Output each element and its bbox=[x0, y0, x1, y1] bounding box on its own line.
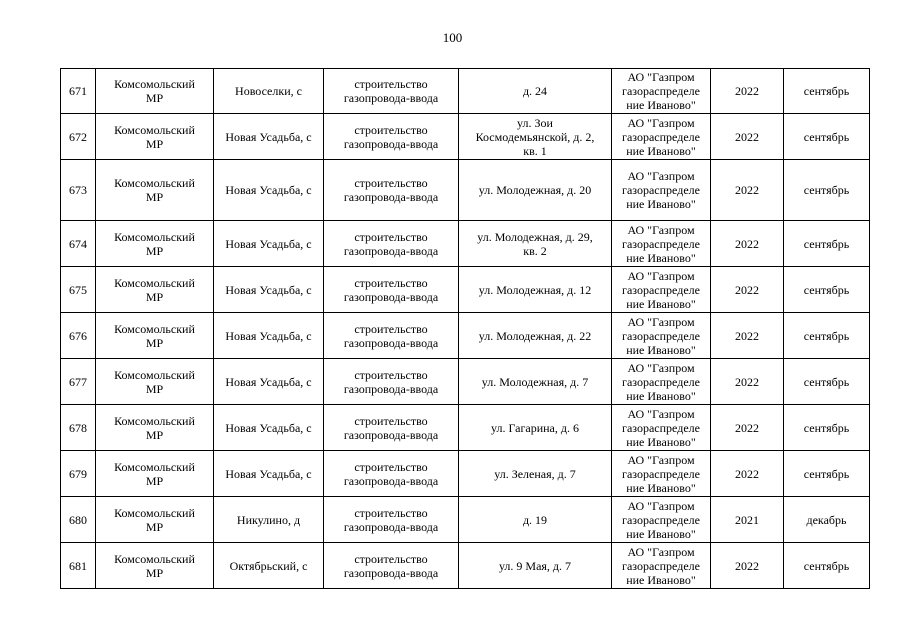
district-cell bbox=[96, 451, 214, 497]
work-type-cell bbox=[324, 221, 459, 267]
district-cell-text: Комсомольский МР bbox=[114, 505, 195, 534]
row-number bbox=[61, 221, 96, 267]
year-cell-text: 2022 bbox=[735, 129, 759, 144]
locality-cell bbox=[214, 497, 324, 543]
address-cell bbox=[459, 359, 612, 405]
row-number-text: 677 bbox=[69, 374, 87, 389]
work-type-cell-text: строительство газопровода-ввода bbox=[343, 275, 439, 304]
work-type-cell-text: строительство газопровода-ввода bbox=[343, 551, 439, 580]
row-number bbox=[61, 451, 96, 497]
work-type-cell-text: строительство газопровода-ввода bbox=[343, 459, 439, 488]
table-row bbox=[61, 497, 870, 543]
organization-cell-text: АО "Газпром газораспределе ние Иваново" bbox=[622, 115, 700, 158]
month-cell-text: сентябрь bbox=[803, 282, 850, 297]
row-number bbox=[61, 313, 96, 359]
address-cell-text: ул. Гагарина, д. 6 bbox=[491, 420, 579, 435]
row-number bbox=[61, 69, 96, 114]
row-number-text: 679 bbox=[69, 466, 87, 481]
organization-cell bbox=[612, 114, 711, 160]
district-cell bbox=[96, 160, 214, 221]
work-type-cell-text: строительство газопровода-ввода bbox=[343, 77, 439, 105]
district-cell bbox=[96, 497, 214, 543]
work-type-cell bbox=[324, 405, 459, 451]
locality-cell-text: Новая Усадьба, с bbox=[225, 328, 312, 343]
locality-cell bbox=[214, 267, 324, 313]
row-number-text: 680 bbox=[69, 512, 87, 527]
year-cell bbox=[711, 543, 784, 589]
address-cell-text: д. 24 bbox=[522, 84, 548, 98]
work-type-cell bbox=[324, 543, 459, 589]
year-cell-text: 2022 bbox=[735, 84, 759, 98]
row-number bbox=[61, 114, 96, 160]
year-cell-text: 2022 bbox=[735, 183, 759, 197]
row-number-text: 681 bbox=[69, 558, 87, 573]
address-cell bbox=[459, 221, 612, 267]
row-number-text: 674 bbox=[69, 236, 87, 251]
organization-cell bbox=[612, 497, 711, 543]
work-type-cell-text: строительство газопровода-ввода bbox=[343, 122, 439, 151]
organization-cell bbox=[612, 160, 711, 221]
table-row bbox=[61, 221, 870, 267]
organization-cell bbox=[612, 267, 711, 313]
organization-cell-text: АО "Газпром газораспределе ние Иваново" bbox=[622, 70, 700, 112]
work-type-cell-text: строительство газопровода-ввода bbox=[343, 413, 439, 442]
row-number bbox=[61, 405, 96, 451]
year-cell-text: 2022 bbox=[735, 374, 759, 389]
row-number-text: 675 bbox=[69, 282, 87, 297]
district-cell bbox=[96, 405, 214, 451]
district-cell-text: Комсомольский МР bbox=[114, 459, 195, 488]
work-type-cell bbox=[324, 359, 459, 405]
locality-cell bbox=[214, 160, 324, 221]
month-cell bbox=[784, 497, 870, 543]
month-cell bbox=[784, 114, 870, 160]
address-cell bbox=[459, 497, 612, 543]
year-cell bbox=[711, 160, 784, 221]
district-cell-text: Комсомольский МР bbox=[114, 122, 195, 151]
year-cell bbox=[711, 114, 784, 160]
month-cell bbox=[784, 160, 870, 221]
locality-cell bbox=[214, 313, 324, 359]
row-number-text: 673 bbox=[69, 183, 87, 197]
row-number bbox=[61, 497, 96, 543]
work-type-cell bbox=[324, 497, 459, 543]
year-cell-text: 2022 bbox=[735, 236, 759, 251]
organization-cell-text: АО "Газпром газораспределе ние Иваново" bbox=[622, 452, 700, 495]
table-row bbox=[61, 313, 870, 359]
work-type-cell bbox=[324, 451, 459, 497]
work-type-cell bbox=[324, 69, 459, 114]
table-row bbox=[61, 160, 870, 221]
locality-cell-text: Новая Усадьба, с bbox=[225, 282, 312, 297]
locality-cell bbox=[214, 69, 324, 114]
organization-cell bbox=[612, 69, 711, 114]
locality-cell bbox=[214, 359, 324, 405]
year-cell bbox=[711, 359, 784, 405]
organization-cell bbox=[612, 543, 711, 589]
month-cell-text: сентябрь bbox=[803, 420, 850, 435]
work-type-cell-text: строительство газопровода-ввода bbox=[343, 367, 439, 396]
table-row bbox=[61, 543, 870, 589]
locality-cell-text: Никулино, д bbox=[236, 512, 301, 527]
row-number-text: 678 bbox=[69, 420, 87, 435]
work-type-cell-text: строительство газопровода-ввода bbox=[343, 505, 439, 534]
locality-cell bbox=[214, 221, 324, 267]
row-number bbox=[61, 543, 96, 589]
table-row bbox=[61, 114, 870, 160]
work-type-cell-text: строительство газопровода-ввода bbox=[343, 321, 439, 350]
address-cell bbox=[459, 267, 612, 313]
year-cell bbox=[711, 497, 784, 543]
work-type-cell-text: строительство газопровода-ввода bbox=[343, 176, 439, 204]
work-type-cell bbox=[324, 114, 459, 160]
year-cell-text: 2022 bbox=[735, 558, 759, 573]
work-type-cell bbox=[324, 267, 459, 313]
row-number bbox=[61, 267, 96, 313]
address-cell-text: д. 19 bbox=[522, 512, 548, 527]
organization-cell bbox=[612, 313, 711, 359]
month-cell bbox=[784, 543, 870, 589]
organization-cell-text: АО "Газпром газораспределе ние Иваново" bbox=[622, 544, 700, 587]
year-cell-text: 2022 bbox=[735, 328, 759, 343]
month-cell-text: сентябрь bbox=[803, 466, 850, 481]
district-cell bbox=[96, 69, 214, 114]
address-cell bbox=[459, 313, 612, 359]
address-cell-text: ул. Зеленая, д. 7 bbox=[494, 466, 576, 481]
address-cell bbox=[459, 451, 612, 497]
organization-cell-text: АО "Газпром газораспределе ние Иваново" bbox=[622, 498, 700, 541]
month-cell-text: сентябрь bbox=[803, 328, 850, 343]
year-cell bbox=[711, 405, 784, 451]
address-cell-text: ул. Молодежная, д. 7 bbox=[481, 374, 589, 389]
row-number-text: 672 bbox=[69, 129, 87, 144]
address-cell-text: ул. Молодежная, д. 22 bbox=[478, 328, 592, 343]
address-cell-text: ул. Молодежная, д. 20 bbox=[478, 183, 592, 197]
row-number-text: 671 bbox=[69, 84, 87, 98]
locality-cell-text: Новоселки, с bbox=[235, 84, 302, 98]
locality-cell bbox=[214, 543, 324, 589]
month-cell-text: сентябрь bbox=[803, 558, 850, 573]
year-cell bbox=[711, 69, 784, 114]
locality-cell-text: Новая Усадьба, с bbox=[225, 129, 312, 144]
row-number-text: 676 bbox=[69, 328, 87, 343]
month-cell bbox=[784, 69, 870, 114]
year-cell-text: 2021 bbox=[735, 512, 759, 527]
work-type-cell-text: строительство газопровода-ввода bbox=[343, 229, 439, 258]
organization-cell-text: АО "Газпром газораспределе ние Иваново" bbox=[622, 360, 700, 403]
locality-cell-text: Октябрьский, с bbox=[229, 558, 308, 573]
year-cell bbox=[711, 451, 784, 497]
locality-cell-text: Новая Усадьба, с bbox=[225, 183, 312, 197]
organization-cell-text: АО "Газпром газораспределе ние Иваново" bbox=[622, 222, 700, 265]
month-cell bbox=[784, 313, 870, 359]
year-cell bbox=[711, 221, 784, 267]
organization-cell-text: АО "Газпром газораспределе ние Иваново" bbox=[622, 314, 700, 357]
address-cell-text: ул. Молодежная, д. 12 bbox=[478, 282, 592, 297]
row-number bbox=[61, 160, 96, 221]
district-cell-text: Комсомольский МР bbox=[114, 275, 195, 304]
table-row bbox=[61, 359, 870, 405]
district-cell bbox=[96, 359, 214, 405]
address-cell bbox=[459, 405, 612, 451]
address-cell bbox=[459, 543, 612, 589]
work-type-cell bbox=[324, 160, 459, 221]
month-cell bbox=[784, 405, 870, 451]
district-cell bbox=[96, 221, 214, 267]
address-cell bbox=[459, 114, 612, 160]
month-cell-text: сентябрь bbox=[803, 236, 850, 251]
month-cell bbox=[784, 267, 870, 313]
locality-cell-text: Новая Усадьба, с bbox=[225, 236, 312, 251]
month-cell bbox=[784, 359, 870, 405]
work-type-cell bbox=[324, 313, 459, 359]
month-cell-text: сентябрь bbox=[803, 129, 850, 144]
address-cell bbox=[459, 69, 612, 114]
address-cell-text: ул. 9 Мая, д. 7 bbox=[498, 558, 572, 573]
district-cell-text: Комсомольский МР bbox=[114, 229, 195, 258]
locality-cell-text: Новая Усадьба, с bbox=[225, 374, 312, 389]
year-cell bbox=[711, 313, 784, 359]
month-cell bbox=[784, 221, 870, 267]
table-row bbox=[61, 267, 870, 313]
district-cell-text: Комсомольский МР bbox=[114, 176, 195, 204]
locality-cell-text: Новая Усадьба, с bbox=[225, 466, 312, 481]
address-cell-text: ул. Зои Космодемьянской, д. 2, кв. 1 bbox=[475, 115, 595, 158]
locality-cell bbox=[214, 405, 324, 451]
year-cell bbox=[711, 267, 784, 313]
district-cell bbox=[96, 313, 214, 359]
year-cell-text: 2022 bbox=[735, 282, 759, 297]
organization-cell bbox=[612, 359, 711, 405]
district-cell bbox=[96, 114, 214, 160]
table-row bbox=[61, 451, 870, 497]
district-cell bbox=[96, 267, 214, 313]
organization-cell bbox=[612, 451, 711, 497]
month-cell-text: сентябрь bbox=[803, 84, 850, 98]
month-cell-text: сентябрь bbox=[803, 374, 850, 389]
district-cell-text: Комсомольский МР bbox=[114, 321, 195, 350]
locality-cell bbox=[214, 451, 324, 497]
organization-cell bbox=[612, 405, 711, 451]
district-cell-text: Комсомольский МР bbox=[114, 413, 195, 442]
locality-cell bbox=[214, 114, 324, 160]
organization-cell bbox=[612, 221, 711, 267]
address-cell-text: ул. Молодежная, д. 29, кв. 2 bbox=[477, 229, 593, 258]
page-number: 100 bbox=[442, 30, 463, 45]
year-cell-text: 2022 bbox=[735, 420, 759, 435]
month-cell bbox=[784, 451, 870, 497]
table-row bbox=[61, 405, 870, 451]
district-cell-text: Комсомольский МР bbox=[114, 77, 195, 105]
organization-cell-text: АО "Газпром газораспределе ние Иваново" bbox=[622, 268, 700, 311]
organization-cell-text: АО "Газпром газораспределе ние Иваново" bbox=[622, 169, 700, 211]
month-cell-text: сентябрь bbox=[803, 183, 850, 197]
table-row bbox=[61, 69, 870, 114]
gas-pipeline-table bbox=[60, 68, 870, 589]
year-cell-text: 2022 bbox=[735, 466, 759, 481]
organization-cell-text: АО "Газпром газораспределе ние Иваново" bbox=[622, 406, 700, 449]
month-cell-text: декабрь bbox=[806, 512, 847, 527]
district-cell-text: Комсомольский МР bbox=[114, 551, 195, 580]
locality-cell-text: Новая Усадьба, с bbox=[225, 420, 312, 435]
district-cell-text: Комсомольский МР bbox=[114, 367, 195, 396]
district-cell bbox=[96, 543, 214, 589]
address-cell bbox=[459, 160, 612, 221]
row-number bbox=[61, 359, 96, 405]
